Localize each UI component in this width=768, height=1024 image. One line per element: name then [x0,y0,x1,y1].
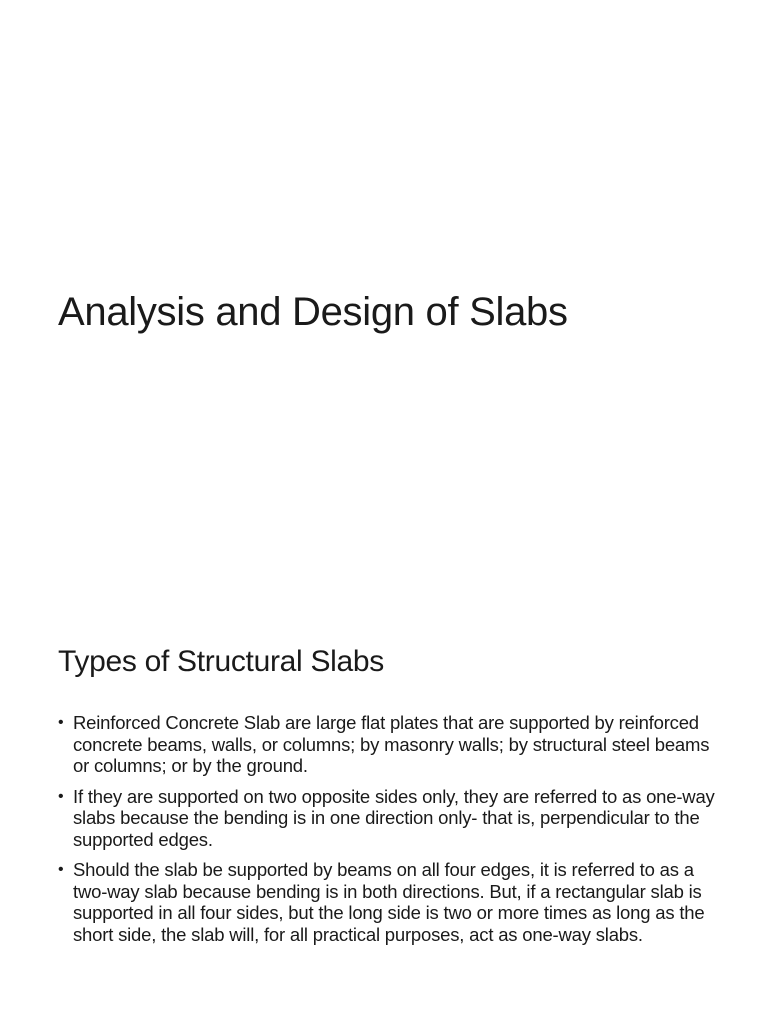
slide-content [0,600,768,1024]
bullet-icon: • [58,714,64,731]
bullet-icon: • [58,861,64,878]
bullet-text: Reinforced Concrete Slab are large flat plates that are supported by reinforced concrete beams, walls, or columns; by masonry walls; by structural steel beams or columns; or by the ground. [73,712,710,776]
bullet-icon: • [58,787,64,805]
bullet-text: If they are supported on two opposite sides only, they are referred to as one-way slabs because the bending is in one direction only- that is, perpendicular to the supported edges. [73,785,715,850]
slide-title-heading: Analysis and Design of Slabs [58,290,568,334]
bullet-text: Should the slab be supported by beams on all four edges, it is referred to as a two-way slab because bending is in both directions. But, if a rectangular slab is supported in all four sides, but the long side is two or more times as long as the short side, the slab will, for all practical purposes, act as one-way slabs. [73,859,705,945]
bullet-list [58,712,728,954]
bullet-item [58,786,728,851]
section-heading: Types of Structural Slabs [58,645,384,678]
bullet-item [58,712,728,777]
bullet-item [58,859,728,945]
